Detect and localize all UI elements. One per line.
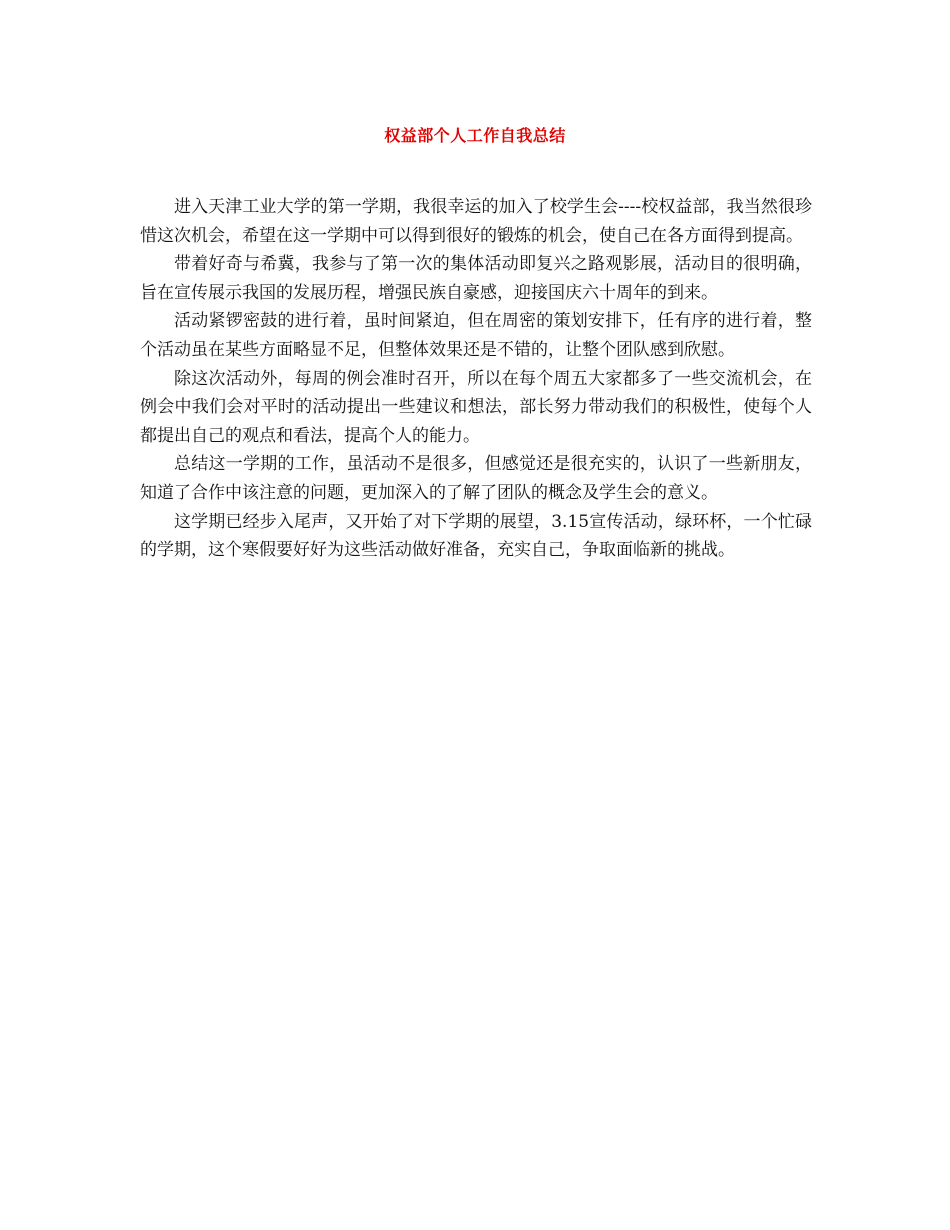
paragraph-4: 除这次活动外，每周的例会准时召开，所以在每个周五大家都多了一些交流机会，在例会中我们会对平时的活动提出一些建议和想法，部长努力带动我们的积极性，使每个人都提出自己的观点和看法，提高个人的能力。 (140, 368, 812, 446)
paragraph-3: 活动紧锣密鼓的进行着，虽时间紧迫，但在周密的策划安排下，任有序的进行着，整个活动虽在某些方面略显不足，但整体效果还是不错的，让整个团队感到欣慰。 (140, 311, 812, 360)
paragraph-1: 进入天津工业大学的第一学期，我很幸运的加入了校学生会----校权益部，我当然很珍惜这次机会，希望在这一学期中可以得到很好的锻炼的机会，使自己在各方面得到提高。 (140, 197, 812, 246)
document-title: 权益部个人工作自我总结 (384, 126, 566, 145)
paragraph-2: 带着好奇与希冀，我参与了第一次的集体活动即复兴之路观影展，活动目的很明确，旨在宣传展示我国的发展历程，增强民族自豪感，迎接国庆六十周年的到来。 (140, 254, 812, 303)
paragraph-6: 这学期已经步入尾声，又开始了对下学期的展望，3.15宣传活动，绿环杯，一个忙碌的学期，这个寒假要好好为这些活动做好准备，充实自己，争取面临新的挑战。 (140, 511, 812, 561)
document-body (140, 193, 812, 565)
paragraph-5: 总结这一学期的工作，虽活动不是很多，但感觉还是很充实的，认识了一些新朋友，知道了合作中该注意的问题，更加深入的了解了团队的概念及学生会的意义。 (140, 454, 812, 503)
